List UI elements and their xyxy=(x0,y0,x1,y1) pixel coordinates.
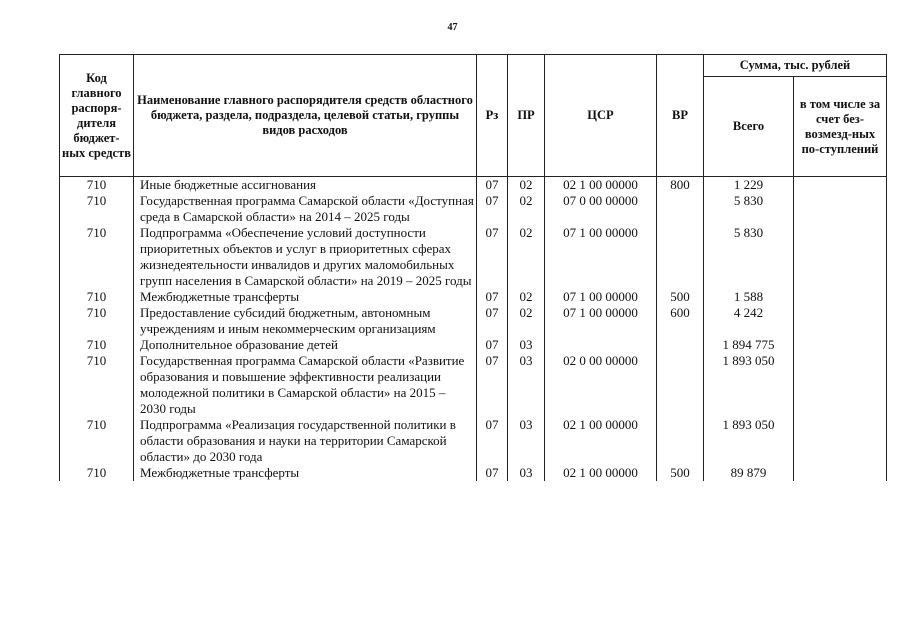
cell-code: 710 xyxy=(60,417,134,465)
cell-code: 710 xyxy=(60,305,134,337)
header-rz: Рз xyxy=(477,55,508,177)
table-row xyxy=(60,305,887,337)
table-row xyxy=(60,289,887,305)
cell-name: Межбюджетные трансферты xyxy=(134,289,477,305)
table-row xyxy=(60,225,887,289)
cell-csr: 02 1 00 00000 xyxy=(545,177,657,194)
cell-free xyxy=(794,305,887,337)
cell-total: 5 830 xyxy=(704,225,794,289)
header-vr: ВР xyxy=(657,55,704,177)
cell-pr: 02 xyxy=(508,177,545,194)
cell-vr xyxy=(657,337,704,353)
cell-pr: 03 xyxy=(508,465,545,481)
cell-pr: 02 xyxy=(508,289,545,305)
cell-vr xyxy=(657,353,704,417)
cell-total: 1 229 xyxy=(704,177,794,194)
table-row xyxy=(60,465,887,481)
cell-free xyxy=(794,193,887,225)
cell-total: 1 893 050 xyxy=(704,417,794,465)
cell-total: 4 242 xyxy=(704,305,794,337)
cell-total: 1 588 xyxy=(704,289,794,305)
table-row xyxy=(60,337,887,353)
cell-total: 89 879 xyxy=(704,465,794,481)
cell-free xyxy=(794,225,887,289)
cell-pr: 02 xyxy=(508,305,545,337)
cell-total: 5 830 xyxy=(704,193,794,225)
cell-csr: 07 0 00 00000 xyxy=(545,193,657,225)
cell-csr: 07 1 00 00000 xyxy=(545,225,657,289)
cell-total: 1 894 775 xyxy=(704,337,794,353)
cell-csr: 02 0 00 00000 xyxy=(545,353,657,417)
cell-rz: 07 xyxy=(477,417,508,465)
cell-free xyxy=(794,337,887,353)
cell-csr: 02 1 00 00000 xyxy=(545,417,657,465)
header-code: Код главного распоря-дителя бюджет-ных средств xyxy=(60,55,134,177)
cell-pr: 02 xyxy=(508,225,545,289)
cell-code: 710 xyxy=(60,193,134,225)
header-pr: ПР xyxy=(508,55,545,177)
cell-name: Предоставление субсидий бюджетным, автономным учреждениям и иным некоммерческим организациям xyxy=(134,305,477,337)
cell-name: Подпрограмма «Обеспечение условий доступности приоритетных объектов и услуг в приоритетных сферах жизнедеятельности инвалидов и других маломобильных групп населения в Самарской области» на 2019 – 2025 годы xyxy=(134,225,477,289)
cell-rz: 07 xyxy=(477,289,508,305)
cell-vr: 800 xyxy=(657,177,704,194)
cell-free xyxy=(794,289,887,305)
header-sum: Сумма, тыс. рублей xyxy=(704,55,887,77)
cell-rz: 07 xyxy=(477,305,508,337)
cell-vr xyxy=(657,417,704,465)
cell-code: 710 xyxy=(60,225,134,289)
header-csr: ЦСР xyxy=(545,55,657,177)
cell-csr xyxy=(545,337,657,353)
table-row xyxy=(60,177,887,194)
cell-code: 710 xyxy=(60,337,134,353)
cell-vr xyxy=(657,193,704,225)
cell-vr: 500 xyxy=(657,289,704,305)
cell-name: Подпрограмма «Реализация государственной политики в области образования и науки на территории Самарской области» до 2030 года xyxy=(134,417,477,465)
cell-total: 1 893 050 xyxy=(704,353,794,417)
cell-rz: 07 xyxy=(477,177,508,194)
cell-vr: 600 xyxy=(657,305,704,337)
cell-csr: 07 1 00 00000 xyxy=(545,289,657,305)
cell-name: Государственная программа Самарской области «Развитие образования и повышение эффективности реализации молодежной политики в Самарской области» на 2015 – 2030 годы xyxy=(134,353,477,417)
table-body xyxy=(60,177,887,482)
table-row xyxy=(60,417,887,465)
cell-code: 710 xyxy=(60,353,134,417)
cell-code: 710 xyxy=(60,465,134,481)
cell-csr: 02 1 00 00000 xyxy=(545,465,657,481)
cell-rz: 07 xyxy=(477,337,508,353)
header-total: Всего xyxy=(704,77,794,177)
cell-pr: 03 xyxy=(508,337,545,353)
cell-free xyxy=(794,465,887,481)
cell-pr: 03 xyxy=(508,353,545,417)
cell-csr: 07 1 00 00000 xyxy=(545,305,657,337)
cell-name: Иные бюджетные ассигнования xyxy=(134,177,477,194)
table-row xyxy=(60,193,887,225)
cell-name: Государственная программа Самарской области «Доступная среда в Самарской области» на 2014 – 2025 годы xyxy=(134,193,477,225)
cell-name: Межбюджетные трансферты xyxy=(134,465,477,481)
cell-code: 710 xyxy=(60,177,134,194)
cell-vr: 500 xyxy=(657,465,704,481)
cell-vr xyxy=(657,225,704,289)
header-name: Наименование главного распорядителя средств областного бюджета, раздела, подраздела, целевой статьи, группы видов расходов xyxy=(134,55,477,177)
cell-free xyxy=(794,177,887,194)
cell-free xyxy=(794,417,887,465)
budget-table xyxy=(59,54,887,481)
cell-code: 710 xyxy=(60,289,134,305)
cell-rz: 07 xyxy=(477,193,508,225)
cell-name: Дополнительное образование детей xyxy=(134,337,477,353)
table-row xyxy=(60,353,887,417)
cell-rz: 07 xyxy=(477,465,508,481)
cell-rz: 07 xyxy=(477,353,508,417)
header-free: в том числе за счет без-возмезд-ных по-ступлений xyxy=(794,77,887,177)
cell-pr: 03 xyxy=(508,417,545,465)
page-number: 47 xyxy=(447,22,458,33)
cell-pr: 02 xyxy=(508,193,545,225)
cell-free xyxy=(794,353,887,417)
cell-rz: 07 xyxy=(477,225,508,289)
